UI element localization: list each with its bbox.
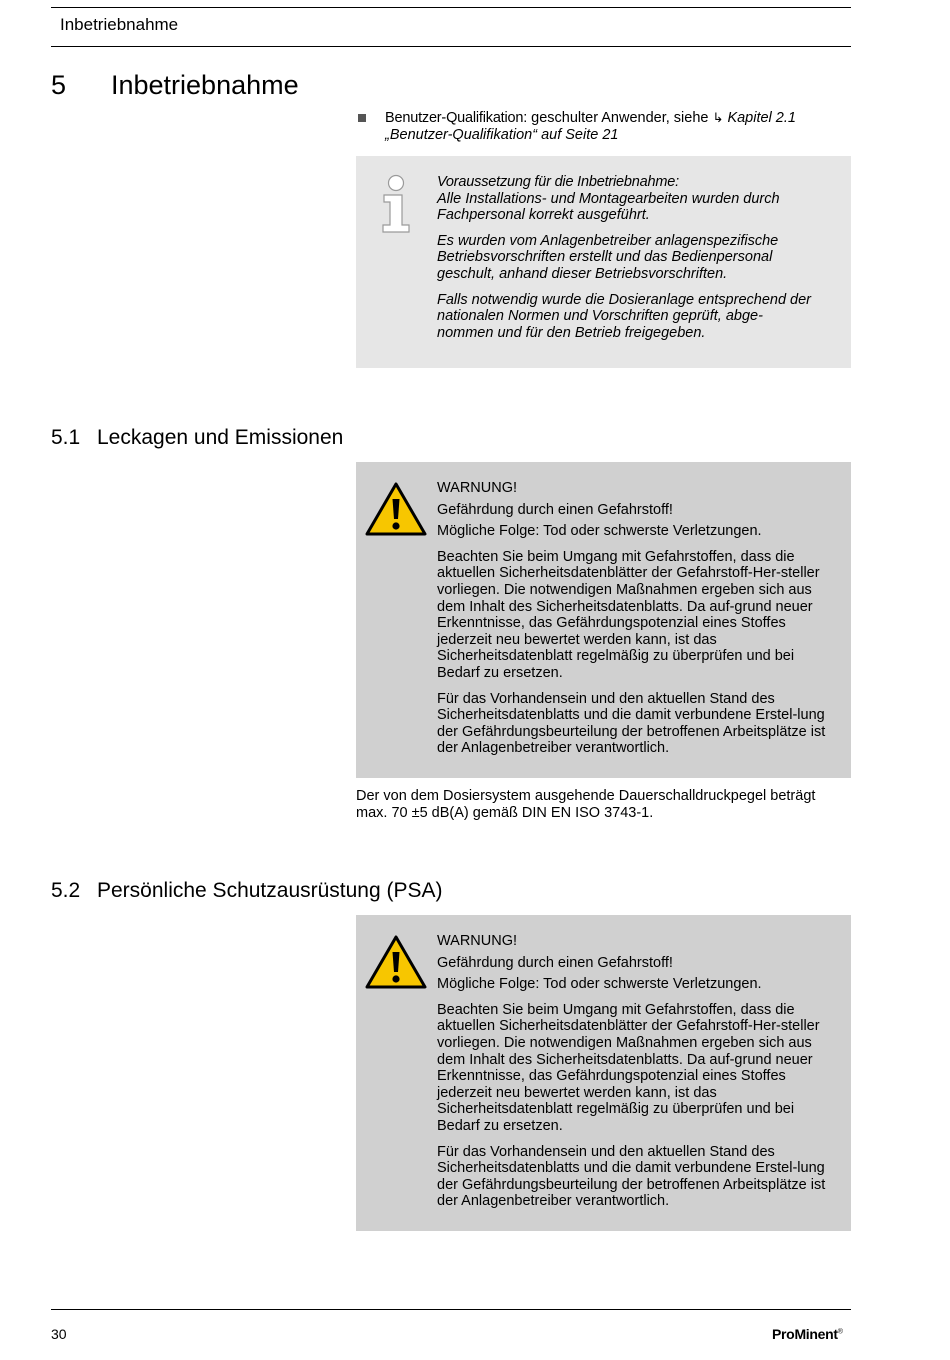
qualification-label: Benutzer-Qualifikation: bbox=[385, 110, 528, 126]
reference-line-1: Kapitel 2.1 bbox=[727, 110, 796, 126]
info-heading: Voraussetzung für die Inbetriebnahme: bbox=[437, 174, 679, 190]
warning-paragraph-1: Beachten Sie beim Umgang mit Gefahrstoffen, dass die aktuellen Sicherheitsdatenblätter der Gefahrstoff-Her-steller vorliegen. Die notwendigen Maßnahmen ergeben sich aus dem Inhalt des Sicherheitsdatenblatts. Da auf-grund neuer Erkenntnisse, das Gefährdungspotenzial eines Stoffes jederzeit neu bewertet werden kann, ist das Sicherheitsdatenblatt regelmäßig zu überprüfen und bei Bedarf zu ersetzen. bbox=[437, 1001, 820, 1134]
brand-logo bbox=[772, 1326, 843, 1342]
section-5-2-title: Persönliche Schutzausrüstung (PSA) bbox=[97, 879, 443, 902]
info-paragraph-2: Es wurden vom Anlagenbetreiber anlagenspezifische Betriebsvorschriften erstellt und das Bedienpersonal geschult, anhand dieser Betriebsvorschriften. bbox=[437, 232, 779, 282]
arrow-reference-icon: ↳ bbox=[712, 110, 724, 125]
warning-consequence: Mögliche Folge: Tod oder schwerste Verletzungen. bbox=[437, 976, 762, 993]
warning-hazard: Gefährdung durch einen Gefahrstoff! bbox=[437, 954, 673, 971]
warning-hazard: Gefährdung durch einen Gefahrstoff! bbox=[437, 501, 673, 518]
qualification-text: geschulter Anwender, siehe bbox=[531, 110, 709, 126]
warning-text-5-1 bbox=[437, 480, 827, 766]
footer-rule bbox=[51, 1309, 851, 1310]
reference-line-2: „Benutzer-Qualifikation“ auf Seite 21 bbox=[385, 127, 619, 143]
qualification-bullet bbox=[385, 109, 850, 144]
brand-name: ProMinent bbox=[772, 1326, 838, 1342]
info-icon bbox=[378, 174, 414, 234]
noise-level-paragraph: Der von dem Dosiersystem ausgehende Dauerschalldruckpegel beträgt max. 70 ±5 dB(A) gemäß DIN EN ISO 3743-1. bbox=[356, 788, 816, 821]
warning-text-5-2 bbox=[437, 933, 827, 1219]
page-number: 30 bbox=[51, 1326, 67, 1342]
warning-triangle-icon bbox=[364, 481, 428, 537]
running-header-title: Inbetriebnahme bbox=[60, 15, 179, 34]
info-text bbox=[437, 174, 817, 350]
warning-signal-word: WARNUNG! bbox=[437, 480, 518, 496]
registered-mark: ® bbox=[837, 1328, 843, 1336]
bullet-square-icon bbox=[358, 114, 366, 122]
section-5-2-number: 5.2 bbox=[51, 879, 81, 902]
info-paragraph-3: Falls notwendig wurde die Dosieranlage entsprechend der nationalen Normen und Vorschriften geprüft, abge-nommen und für den Betrieb freigegeben. bbox=[437, 291, 812, 341]
header-top-rule bbox=[51, 7, 851, 8]
warning-paragraph-2: Für das Vorhandensein und den aktuellen Stand des Sicherheitsdatenblatts und die damit verbundene Erstel-lung der Gefährdungsbeurteilung der betroffenen Arbeitsplätze ist der Anlagenbetreiber verantwortlich. bbox=[437, 690, 826, 757]
warning-signal-word: WARNUNG! bbox=[437, 933, 518, 949]
header-bottom-rule bbox=[51, 46, 851, 47]
section-5-1-title: Leckagen und Emissionen bbox=[97, 426, 344, 449]
chapter-title: Inbetriebnahme bbox=[111, 70, 299, 100]
warning-consequence: Mögliche Folge: Tod oder schwerste Verletzungen. bbox=[437, 523, 762, 540]
info-paragraph-1: Alle Installations- und Montagearbeiten wurden durch Fachpersonal korrekt ausgeführt. bbox=[437, 190, 780, 224]
section-5-1-number: 5.1 bbox=[51, 426, 81, 449]
warning-paragraph-2: Für das Vorhandensein und den aktuellen Stand des Sicherheitsdatenblatts und die damit verbundene Erstel-lung der Gefährdungsbeurteilung der betroffenen Arbeitsplätze ist der Anlagenbetreiber verantwortlich. bbox=[437, 1143, 826, 1210]
chapter-number: 5 bbox=[51, 70, 67, 100]
warning-paragraph-1: Beachten Sie beim Umgang mit Gefahrstoffen, dass die aktuellen Sicherheitsdatenblätter der Gefahrstoff-Her-steller vorliegen. Die notwendigen Maßnahmen ergeben sich aus dem Inhalt des Sicherheitsdatenblatts. Da auf-grund neuer Erkenntnisse, das Gefährdungspotenzial eines Stoffes jederzeit neu bewertet werden kann, ist das Sicherheitsdatenblatt regelmäßig zu überprüfen und bei Bedarf zu ersetzen. bbox=[437, 548, 820, 681]
warning-triangle-icon bbox=[364, 934, 428, 990]
